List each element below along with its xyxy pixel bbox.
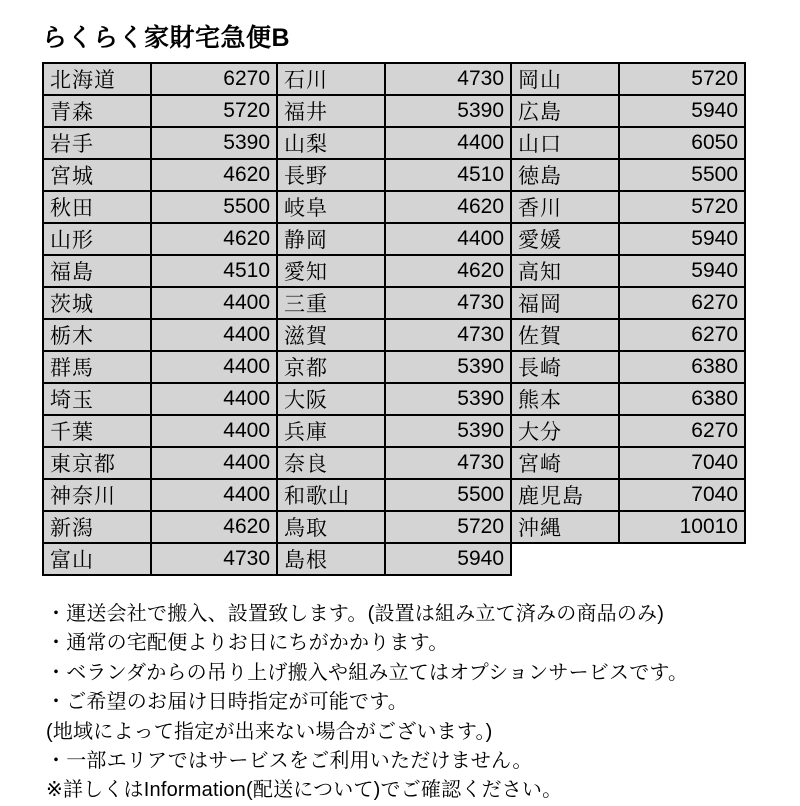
shipping-fee-cell: 5720 xyxy=(619,63,745,95)
prefecture-name-cell: 和歌山 xyxy=(277,479,385,511)
shipping-fee-cell: 6050 xyxy=(619,127,745,159)
shipping-fee-cell: 4620 xyxy=(151,511,277,543)
prefecture-name-cell: 北海道 xyxy=(43,63,151,95)
note-line: ・ベランダからの吊り上げ搬入や組み立てはオプションサービスです。 xyxy=(46,661,689,684)
prefecture-name-cell: 愛知 xyxy=(277,255,385,287)
prefecture-name-cell: 青森 xyxy=(43,95,151,127)
note-line: ・通常の宅配便よりお日にちがかかります。 xyxy=(46,632,449,655)
shipping-fee-cell: 5390 xyxy=(151,127,277,159)
prefecture-name-cell: 神奈川 xyxy=(43,479,151,511)
shipping-fee-cell: 5500 xyxy=(385,479,511,511)
shipping-fee-cell: 5720 xyxy=(151,95,277,127)
shipping-fee-cell: 4400 xyxy=(151,447,277,479)
shipping-fee-cell: 7040 xyxy=(619,447,745,479)
shipping-fee-cell: 4620 xyxy=(151,223,277,255)
shipping-fee-cell: 5390 xyxy=(385,95,511,127)
prefecture-name-cell: 福井 xyxy=(277,95,385,127)
table-row xyxy=(43,543,745,575)
table-row xyxy=(43,95,745,127)
prefecture-name-cell: 山形 xyxy=(43,223,151,255)
prefecture-name-cell: 熊本 xyxy=(511,383,619,415)
shipping-fee-cell: 4730 xyxy=(385,287,511,319)
shipping-fee-cell: 4620 xyxy=(151,159,277,191)
prefecture-name-cell: 大分 xyxy=(511,415,619,447)
shipping-fee-cell: 4510 xyxy=(385,159,511,191)
table-row xyxy=(43,191,745,223)
table-row xyxy=(43,223,745,255)
prefecture-name-cell: 新潟 xyxy=(43,511,151,543)
table-row xyxy=(43,127,745,159)
shipping-fee-cell: 6380 xyxy=(619,383,745,415)
note-line: ・運送会社で搬入、設置致します。(設置は組み立て済みの商品のみ) xyxy=(46,603,665,625)
prefecture-name-cell: 秋田 xyxy=(43,191,151,223)
shipping-fee-cell: 4620 xyxy=(385,191,511,223)
prefecture-name-cell: 福岡 xyxy=(511,287,619,319)
table-row xyxy=(43,415,745,447)
shipping-fee-cell: 4400 xyxy=(385,127,511,159)
shipping-fee-cell: 6380 xyxy=(619,351,745,383)
table-cell-empty xyxy=(619,543,745,575)
prefecture-name-cell: 徳島 xyxy=(511,159,619,191)
shipping-fee-cell: 5390 xyxy=(385,351,511,383)
shipping-fee-cell: 4400 xyxy=(151,479,277,511)
shipping-fee-cell: 6270 xyxy=(151,63,277,95)
table-row xyxy=(43,255,745,287)
table-cell-empty xyxy=(511,543,619,575)
prefecture-name-cell: 福島 xyxy=(43,255,151,287)
shipping-fee-cell: 5940 xyxy=(385,543,511,575)
prefecture-name-cell: 滋賀 xyxy=(277,319,385,351)
prefecture-name-cell: 高知 xyxy=(511,255,619,287)
shipping-fee-cell: 7040 xyxy=(619,479,745,511)
prefecture-name-cell: 長崎 xyxy=(511,351,619,383)
prefecture-name-cell: 鳥取 xyxy=(277,511,385,543)
table-row xyxy=(43,319,745,351)
prefecture-name-cell: 栃木 xyxy=(43,319,151,351)
shipping-fee-cell: 10010 xyxy=(619,511,745,543)
prefecture-name-cell: 佐賀 xyxy=(511,319,619,351)
prefecture-name-cell: 大阪 xyxy=(277,383,385,415)
table-row xyxy=(43,287,745,319)
shipping-fee-cell: 4400 xyxy=(151,319,277,351)
shipping-rate-table xyxy=(42,62,746,576)
prefecture-name-cell: 石川 xyxy=(277,63,385,95)
shipping-fee-cell: 5390 xyxy=(385,415,511,447)
shipping-fee-cell: 4620 xyxy=(385,255,511,287)
shipping-fee-cell: 5720 xyxy=(385,511,511,543)
shipping-fee-cell: 4730 xyxy=(385,63,511,95)
prefecture-name-cell: 埼玉 xyxy=(43,383,151,415)
shipping-fee-cell: 5940 xyxy=(619,255,745,287)
shipping-fee-cell: 4400 xyxy=(151,415,277,447)
note-line: ・一部エリアではサービスをご利用いただけません。 xyxy=(46,749,533,772)
page-title: らくらく家財宅急便B xyxy=(42,24,291,52)
shipping-fee-cell: 4400 xyxy=(151,351,277,383)
table-row xyxy=(43,63,745,95)
prefecture-name-cell: 東京都 xyxy=(43,447,151,479)
prefecture-name-cell: 静岡 xyxy=(277,223,385,255)
table-row xyxy=(43,447,745,479)
note-line: (地域によって指定が出来ない場合がございます。) xyxy=(46,720,493,743)
notes-list xyxy=(46,600,772,806)
shipping-fee-cell: 6270 xyxy=(619,319,745,351)
rate-table-body xyxy=(43,63,745,575)
prefecture-name-cell: 島根 xyxy=(277,543,385,575)
shipping-fee-cell: 4510 xyxy=(151,255,277,287)
table-row xyxy=(43,479,745,511)
shipping-fee-cell: 5390 xyxy=(385,383,511,415)
prefecture-name-cell: 愛媛 xyxy=(511,223,619,255)
shipping-fee-cell: 4400 xyxy=(151,383,277,415)
prefecture-name-cell: 広島 xyxy=(511,95,619,127)
prefecture-name-cell: 長野 xyxy=(277,159,385,191)
table-row xyxy=(43,511,745,543)
shipping-fee-cell: 4730 xyxy=(151,543,277,575)
prefecture-name-cell: 茨城 xyxy=(43,287,151,319)
prefecture-name-cell: 山梨 xyxy=(277,127,385,159)
shipping-fee-cell: 4730 xyxy=(385,447,511,479)
prefecture-name-cell: 鹿児島 xyxy=(511,479,619,511)
prefecture-name-cell: 兵庫 xyxy=(277,415,385,447)
prefecture-name-cell: 山口 xyxy=(511,127,619,159)
note-line: ※詳しくはInformation(配送について)でご確認ください。 xyxy=(46,779,563,802)
shipping-fee-cell: 6270 xyxy=(619,287,745,319)
shipping-fee-cell: 5940 xyxy=(619,223,745,255)
table-row xyxy=(43,159,745,191)
prefecture-name-cell: 京都 xyxy=(277,351,385,383)
prefecture-name-cell: 群馬 xyxy=(43,351,151,383)
prefecture-name-cell: 千葉 xyxy=(43,415,151,447)
shipping-fee-cell: 4400 xyxy=(151,287,277,319)
shipping-fee-cell: 5500 xyxy=(151,191,277,223)
prefecture-name-cell: 奈良 xyxy=(277,447,385,479)
shipping-fee-cell: 5940 xyxy=(619,95,745,127)
shipping-fee-cell: 5720 xyxy=(619,191,745,223)
prefecture-name-cell: 三重 xyxy=(277,287,385,319)
prefecture-name-cell: 岡山 xyxy=(511,63,619,95)
shipping-fee-cell: 6270 xyxy=(619,415,745,447)
prefecture-name-cell: 宮城 xyxy=(43,159,151,191)
prefecture-name-cell: 岩手 xyxy=(43,127,151,159)
note-line: ・ご希望のお届け日時指定が可能です。 xyxy=(46,691,408,714)
table-row xyxy=(43,383,745,415)
prefecture-name-cell: 宮崎 xyxy=(511,447,619,479)
prefecture-name-cell: 沖縄 xyxy=(511,511,619,543)
shipping-fee-cell: 4730 xyxy=(385,319,511,351)
prefecture-name-cell: 香川 xyxy=(511,191,619,223)
shipping-fee-cell: 5500 xyxy=(619,159,745,191)
prefecture-name-cell: 富山 xyxy=(43,543,151,575)
table-row xyxy=(43,351,745,383)
shipping-fee-cell: 4400 xyxy=(385,223,511,255)
prefecture-name-cell: 岐阜 xyxy=(277,191,385,223)
